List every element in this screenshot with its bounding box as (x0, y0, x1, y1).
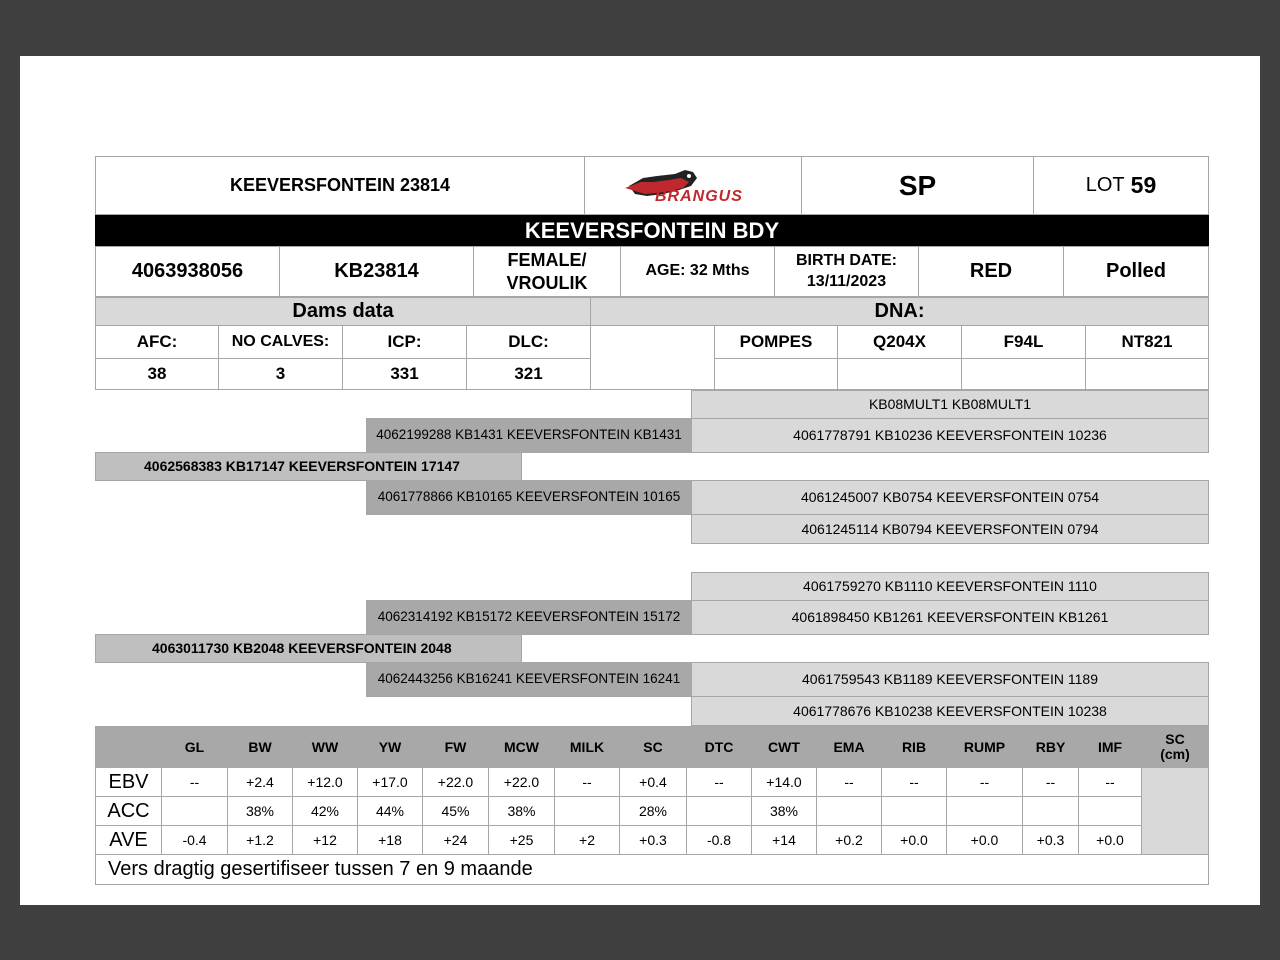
dna-blank (590, 325, 715, 390)
lot-value: 59 (1130, 172, 1157, 199)
footnote-text: Vers dragtig gesertifiseer tussen 7 en 9 maande (108, 858, 533, 880)
no-calves-header: NO CALVES: (218, 325, 343, 359)
ebv-row-label-acc: ACC (95, 796, 162, 826)
dams-data-title: Dams data (95, 297, 591, 326)
ebv-cell-ave-rump: +0.0 (946, 825, 1023, 855)
ebv-cell-ave-dtc: -0.8 (686, 825, 752, 855)
ebv-cell-ebv-mcw: +22.0 (488, 767, 555, 797)
ebv-cell-ave-ww: +12 (292, 825, 358, 855)
ebv-cell-acc-rib (881, 796, 947, 826)
ebv-cell-ebv-gl: -- (161, 767, 228, 797)
age: AGE: 32 Mths (620, 246, 775, 297)
sex (473, 246, 621, 297)
ebv-cell-ebv-rump: -- (946, 767, 1023, 797)
dna-q204x-header: Q204X (837, 325, 962, 359)
pedigree-dam-dam-sire: 4061759543 KB1189 KEEVERSFONTEIN 1189 (691, 662, 1209, 697)
ebv-cell-ave-rib: +0.0 (881, 825, 947, 855)
ebv-cell-acc-fw: 45% (422, 796, 489, 826)
pedigree-dam-sire-dam: 4061898450 KB1261 KEEVERSFONTEIN KB1261 (691, 600, 1209, 635)
ebv-cell-ebv-sc: +0.4 (619, 767, 687, 797)
ebv-header-ema: EMA (816, 726, 882, 768)
ebv-cell-acc-rby (1022, 796, 1079, 826)
logo-text: BRANGUS (655, 188, 743, 205)
pedigree-sire-sire: 4062199288 KB1431 KEEVERSFONTEIN KB1431 (366, 418, 692, 453)
pedigree-sire-dam-sire: 4061245007 KB0754 KEEVERSFONTEIN 0754 (691, 480, 1209, 515)
dna-pompes-value (714, 358, 838, 390)
registration-number: 4063938056 (95, 246, 280, 297)
ebv-row-label-ebv: EBV (95, 767, 162, 797)
ebv-row-label-ave: AVE (95, 825, 162, 855)
ebv-cell-ave-bw: +1.2 (227, 825, 293, 855)
ebv-cell-acc-rump (946, 796, 1023, 826)
birth-date-value: 13/11/2023 (806, 272, 887, 290)
ebv-cell-ebv-cwt: +14.0 (751, 767, 817, 797)
ebv-header-dtc: DTC (686, 726, 752, 768)
animal-name: KEEVERSFONTEIN 23814 (95, 156, 585, 215)
ebv-header-rby: RBY (1022, 726, 1079, 768)
ebv-cell-acc-mcw: 38% (488, 796, 555, 826)
pedigree-sire-sire-sire: KB08MULT1 KB08MULT1 (691, 390, 1209, 419)
dna-pompes-header: POMPES (714, 325, 838, 359)
ebv-cell-ave-gl: -0.4 (161, 825, 228, 855)
pedigree-dam-sire-sire: 4061759270 KB1110 KEEVERSFONTEIN 1110 (691, 572, 1209, 601)
sex-line1: FEMALE/ (507, 249, 587, 270)
dlc-header: DLC: (466, 325, 591, 359)
ebv-header-ww: WW (292, 726, 358, 768)
animal-id: KB23814 (279, 246, 474, 297)
ebv-header-rump: RUMP (946, 726, 1023, 768)
pedigree-dam-dam: 4062443256 KB16241 KEEVERSFONTEIN 16241 (366, 662, 692, 697)
pedigree-sire-dam: 4061778866 KB10165 KEEVERSFONTEIN 10165 (366, 480, 692, 515)
ebv-header-milk: MILK (554, 726, 620, 768)
ebv-header-fw: FW (422, 726, 489, 768)
ebv-cell-acc-imf (1078, 796, 1142, 826)
icp-header: ICP: (342, 325, 467, 359)
ebv-cell-ebv-ww: +12.0 (292, 767, 358, 797)
ebv-sc-cm-values (1141, 767, 1209, 855)
dlc-value: 321 (466, 358, 591, 390)
ebv-header-bw: BW (227, 726, 293, 768)
ebv-cell-ave-rby: +0.3 (1022, 825, 1079, 855)
ebv-cell-acc-dtc (686, 796, 752, 826)
dna-nt821-header: NT821 (1085, 325, 1209, 359)
dna-title: DNA: (590, 297, 1209, 326)
sc-cm-line2: (cm) (1160, 746, 1190, 762)
afc-value: 38 (95, 358, 219, 390)
sc-cm-line1: SC (1165, 731, 1185, 748)
ebv-header-yw: YW (357, 726, 423, 768)
pedigree-dam-sire: 4062314192 KB15172 KEEVERSFONTEIN 15172 (366, 600, 692, 635)
ebv-cell-ebv-ema: -- (816, 767, 882, 797)
ebv-cell-ave-imf: +0.0 (1078, 825, 1142, 855)
ebv-cell-ebv-imf: -- (1078, 767, 1142, 797)
birth-date (774, 246, 919, 297)
icp-value: 331 (342, 358, 467, 390)
ebv-cell-acc-ema (816, 796, 882, 826)
ebv-header-sc-cm (1141, 726, 1209, 768)
ebv-cell-acc-gl (161, 796, 228, 826)
dna-q204x-value (837, 358, 962, 390)
ebv-cell-ebv-yw: +17.0 (357, 767, 423, 797)
ebv-cell-acc-sc: 28% (619, 796, 687, 826)
ebv-corner-header (95, 726, 162, 768)
pedigree-sire: 4062568383 KB17147 KEEVERSFONTEIN 17147 (95, 452, 522, 481)
brangus-logo (584, 156, 802, 215)
ebv-cell-ave-sc: +0.3 (619, 825, 687, 855)
ebv-cell-ebv-fw: +22.0 (422, 767, 489, 797)
ebv-cell-ave-cwt: +14 (751, 825, 817, 855)
footnote (95, 854, 1209, 885)
ebv-cell-ave-fw: +24 (422, 825, 489, 855)
colour: RED (918, 246, 1064, 297)
dna-f94l-header: F94L (961, 325, 1086, 359)
ebv-cell-acc-bw: 38% (227, 796, 293, 826)
dna-f94l-value (961, 358, 1086, 390)
pedigree-dam: 4063011730 KB2048 KEEVERSFONTEIN 2048 (95, 634, 522, 663)
ebv-cell-ebv-milk: -- (554, 767, 620, 797)
class-code: SP (801, 156, 1034, 215)
ebv-cell-acc-cwt: 38% (751, 796, 817, 826)
ebv-cell-ebv-rby: -- (1022, 767, 1079, 797)
ebv-cell-ebv-dtc: -- (686, 767, 752, 797)
ebv-cell-ave-yw: +18 (357, 825, 423, 855)
horn-status: Polled (1063, 246, 1209, 297)
no-calves-value: 3 (218, 358, 343, 390)
ebv-header-cwt: CWT (751, 726, 817, 768)
pedigree-sire-sire-dam: 4061778791 KB10236 KEEVERSFONTEIN 10236 (691, 418, 1209, 453)
lot-number (1033, 156, 1209, 215)
ebv-cell-acc-ww: 42% (292, 796, 358, 826)
ebv-header-imf: IMF (1078, 726, 1142, 768)
afc-header: AFC: (95, 325, 219, 359)
sire-banner: KEEVERSFONTEIN BDY (95, 215, 1209, 246)
ebv-cell-ave-ema: +0.2 (816, 825, 882, 855)
ebv-cell-ave-milk: +2 (554, 825, 620, 855)
pedigree-dam-dam-dam: 4061778676 KB10238 KEEVERSFONTEIN 10238 (691, 696, 1209, 726)
ebv-cell-ave-mcw: +25 (488, 825, 555, 855)
sex-line2: VROULIK (506, 272, 588, 293)
birth-date-label: BIRTH DATE: (795, 251, 898, 269)
dna-nt821-value (1085, 358, 1209, 390)
ebv-header-mcw: MCW (488, 726, 555, 768)
ebv-cell-ebv-rib: -- (881, 767, 947, 797)
ebv-header-rib: RIB (881, 726, 947, 768)
ebv-cell-ebv-bw: +2.4 (227, 767, 293, 797)
ebv-header-sc: SC (619, 726, 687, 768)
pedigree-sire-dam-dam: 4061245114 KB0794 KEEVERSFONTEIN 0794 (691, 514, 1209, 544)
lot-label: LOT (1085, 174, 1125, 196)
ebv-header-gl: GL (161, 726, 228, 768)
ebv-cell-acc-yw: 44% (357, 796, 423, 826)
ebv-cell-acc-milk (554, 796, 620, 826)
